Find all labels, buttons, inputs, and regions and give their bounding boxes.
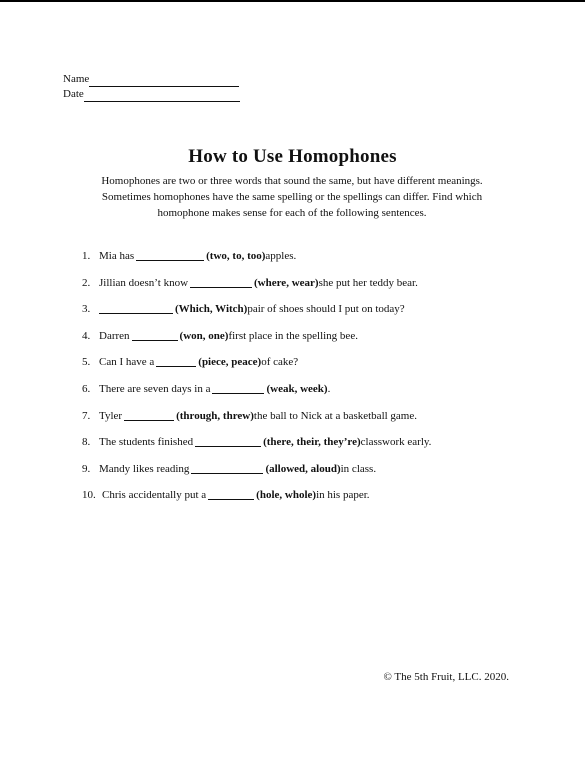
question-item (82, 330, 431, 357)
question-number: 1. (82, 250, 91, 262)
homophone-options: (won, one) (179, 329, 229, 342)
answer-blank[interactable] (156, 356, 196, 367)
homophone-options: (through, threw) (176, 409, 254, 422)
question-text-after: of cake? (261, 356, 299, 369)
question-item (82, 250, 431, 277)
question-item (82, 277, 431, 304)
question-number: 10. (82, 489, 96, 502)
instructions-line: homophone makes sense for each of the following sentences. (157, 207, 427, 219)
name-line (63, 72, 240, 87)
homophone-options: (piece, peace) (198, 356, 262, 369)
answer-blank[interactable] (212, 383, 264, 394)
question-text-before: Mandy likes reading (99, 462, 190, 475)
answer-blank[interactable] (132, 330, 178, 341)
answer-blank[interactable] (208, 489, 254, 500)
question-text-before: Tyler (99, 409, 123, 422)
answer-blank[interactable] (99, 303, 173, 314)
homophone-options: (allowed, aloud) (265, 462, 341, 475)
student-info-header (63, 72, 240, 102)
question-number: 5. (82, 356, 91, 369)
question-item (82, 410, 431, 437)
question-number: 4. (82, 329, 91, 342)
homophone-options: (hole, whole) (256, 489, 317, 502)
question-item (82, 489, 431, 516)
question-number: 7. (82, 409, 91, 422)
question-list (82, 250, 431, 516)
question-text-after: . (327, 382, 331, 395)
homophone-options: (Which, Witch) (175, 303, 248, 316)
question-text-before: Mia has (99, 250, 135, 262)
question-item (82, 356, 431, 383)
question-item (82, 436, 431, 463)
question-number: 2. (82, 276, 91, 289)
question-text-after: classwork early. (360, 436, 432, 449)
question-item (82, 383, 431, 410)
worksheet-title: How to Use Homophones (188, 146, 397, 167)
answer-blank[interactable] (195, 436, 261, 447)
answer-blank[interactable] (124, 410, 174, 421)
answer-blank[interactable] (190, 277, 252, 288)
question-text-after: the ball to Nick at a basketball game. (253, 409, 417, 422)
copyright-footer: © The 5th Fruit, LLC. 2020. (383, 671, 509, 683)
question-text-after: in his paper. (316, 489, 370, 502)
question-text-after: she put her teddy bear. (318, 276, 418, 289)
date-line (63, 87, 240, 102)
question-text-after: in class. (340, 462, 377, 475)
name-label: Name (63, 73, 90, 85)
question-text-after: apples. (265, 250, 297, 262)
answer-blank[interactable] (191, 463, 263, 474)
question-number: 6. (82, 382, 91, 395)
homophone-options: (where, wear) (254, 276, 319, 289)
question-item (82, 303, 431, 330)
question-number: 8. (82, 436, 91, 449)
name-field[interactable] (89, 75, 239, 87)
question-text-after: pair of shoes should I put on today? (247, 303, 405, 316)
question-text-before: Jillian doesn’t know (99, 276, 189, 289)
homophone-options: (weak, week) (266, 382, 328, 395)
question-text-before: Chris accidentally put a (102, 489, 207, 502)
homophone-options: (two, to, too) (206, 250, 266, 262)
question-number: 9. (82, 462, 91, 475)
date-label: Date (63, 88, 84, 100)
date-field[interactable] (84, 90, 240, 102)
answer-blank[interactable] (136, 250, 204, 261)
question-number: 3. (82, 303, 91, 316)
question-text-before: Can I have a (99, 356, 155, 369)
question-text-before: Darren (99, 329, 130, 342)
question-item (82, 463, 431, 490)
homophone-options: (there, their, they’re) (263, 436, 361, 449)
question-text-before: There are seven days in a (99, 382, 211, 395)
instructions-line: Sometimes homophones have the same spelling or the spellings can differ. Find which (101, 191, 483, 203)
instructions-line: Homophones are two or three words that sound the same, but have different meanings. (101, 175, 483, 187)
question-text-after: first place in the spelling bee. (228, 329, 358, 342)
page-top-border (0, 0, 585, 2)
question-text-before: The students finished (99, 436, 194, 449)
instructions-paragraph (82, 173, 502, 221)
